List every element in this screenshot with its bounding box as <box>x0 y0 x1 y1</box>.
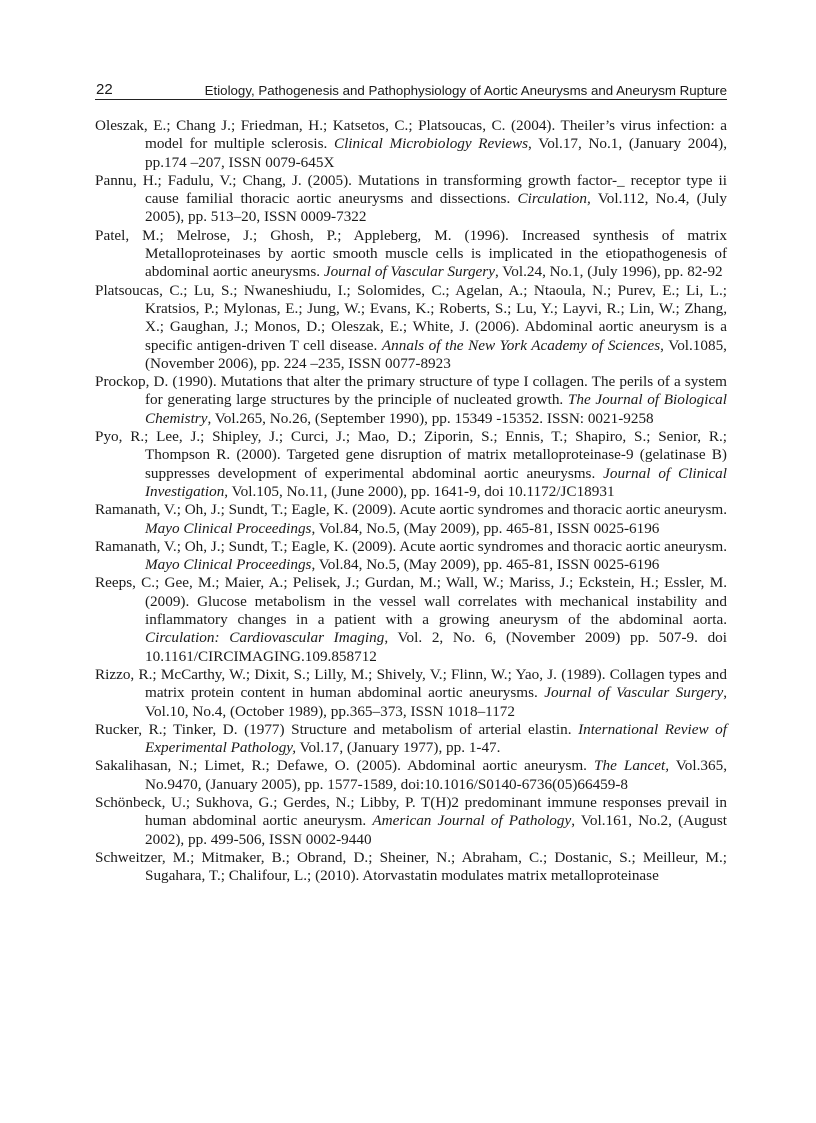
reference-details: , Vol.10, No.4, (October 1989), pp.365–373, ISSN 1018–1172 <box>145 684 727 720</box>
reference-details: , Vol.84, No.5, (May 2009), pp. 465-81, ISSN 0025-6196 <box>311 556 660 574</box>
reference-entry <box>95 721 727 758</box>
reference-details: , Vol.161, No.2, (August 2002), pp. 499-506, ISSN 0002-9440 <box>145 812 728 848</box>
journal-title: Circulation: Cardiovascular Imaging <box>145 629 385 647</box>
reference-text: Platsoucas, C.; Lu, S.; Nwaneshiudu, I.; Solomides, C.; Agelan, A.; Ntaoula, N.; Purev, E.; Li, L.; Kratsios, P.; Mylonas, E.; Jung, W.; Evans, K.; Roberts, S.; Lu, Y.; Layvi, R.; Lin, W.; Zhang, X.; Gaughan, J.; Monos, D.; Oleszak, E.; White, J. (2006). Abdominal aortic aneurysm is a specific antigen-driven T cell disease. <box>95 281 727 354</box>
reference-details: Vol.17, (January 1977), pp. 1-47. <box>296 739 501 757</box>
reference-entry <box>95 666 727 721</box>
reference-text: Sakalihasan, N.; Limet, R.; Defawe, O. (2005). Abdominal aortic aneurysm. <box>95 757 595 775</box>
reference-text: Pannu, H.; Fadulu, V.; Chang, J. (2005). Mutations in transforming growth factor-_ receptor type ii cause familial thoracic aortic aneurysms and dissections. <box>95 171 727 208</box>
journal-title: The Journal of Biological Chemistry <box>145 391 727 427</box>
reference-list <box>95 117 727 885</box>
reference-text: Patel, M.; Melrose, J.; Ghosh, P.; Appleberg, M. (1996). Increased synthesis of matrix Metalloproteinases by aortic smooth muscle cells is implicated in the etiopathogenesis of abdominal aortic aneurysms. <box>95 226 727 281</box>
journal-title: Journal of Vascular Surgery <box>323 263 495 281</box>
reference-entry <box>95 794 727 849</box>
journal-title: International Review of Experimental Pathology, <box>145 720 727 757</box>
reference-entry <box>95 117 727 172</box>
reference-entry <box>95 501 727 538</box>
reference-entry <box>95 849 727 886</box>
reference-text: Ramanath, V.; Oh, J.; Sundt, T.; Eagle, K. (2009). Acute aortic syndromes and thoracic aortic aneurysm. <box>95 501 727 519</box>
reference-text: Reeps, C.; Gee, M.; Maier, A.; Pelisek, J.; Gurdan, M.; Wall, W.; Mariss, J.; Eckstein, H.; Essler, M. (2009). Glucose metabolism in the vessel wall correlates with mechanical instability and inflammatory changes in a patient with a growing aneurysm of the abdominal aorta. <box>95 574 727 629</box>
journal-title: Mayo Clinical Proceedings <box>145 519 312 537</box>
reference-details: , Vol. 2, No. 6, (November 2009) pp. 507-9. doi 10.1161/CIRCIMAGING.109.858712 <box>145 629 727 665</box>
reference-text: Ramanath, V.; Oh, J.; Sundt, T.; Eagle, K. (2009). Acute aortic syndromes and thoracic aortic aneurysm. <box>95 537 727 555</box>
page-header <box>95 79 727 100</box>
reference-text: Prockop, D. (1990). Mutations that alter the primary structure of type I collagen. The perils of a system for generating large structures by the principle of nucleated growth. <box>95 373 727 409</box>
reference-text: Oleszak, E.; Chang J.; Friedman, H.; Katsetos, C.; Platsoucas, C. (2004). Theiler’s virus infection: a model for multiple sclerosis. <box>95 117 727 153</box>
reference-entry <box>95 757 727 794</box>
reference-text: Schweitzer, M.; Mitmaker, B.; Obrand, D.; Sheiner, N.; Abraham, C.; Dostanic, S.; Meilleur, M.; Sugahara, T.; Chalifour, L.; (2010). Atorvastatin modulates matrix metalloproteinase <box>95 848 727 885</box>
journal-title: Mayo Clinical Proceedings <box>145 556 312 574</box>
reference-text: Schönbeck, U.; Sukhova, G.; Gerdes, N.; Libby, P. T(H)2 predominant immune responses prevail in human abdominal aortic aneurysm. <box>95 793 727 830</box>
reference-entry <box>95 574 727 665</box>
reference-entry <box>95 282 727 373</box>
reference-details: Vol.365, No.9470, (January 2005), pp. 1577-1589, doi:10.1016/S0140-6736(05)66459-8 <box>145 757 727 793</box>
reference-entry <box>95 227 727 282</box>
journal-title: The Lancet, <box>594 757 670 775</box>
reference-text: Pyo, R.; Lee, J.; Shipley, J.; Curci, J.; Mao, D.; Ziporin, S.; Ennis, T.; Shapiro, S.; Senior, R.; Thompson R. (2000). Targeted gene disruption of matrix metalloproteinase-9 (gelatinase B) suppresses development of experimental abdominal aortic aneurysms. <box>95 428 727 482</box>
journal-title: Circulation <box>517 190 587 208</box>
journal-title: Journal of Clinical Investigation <box>145 464 727 500</box>
reference-entry <box>95 172 727 227</box>
journal-title: Annals of the New York Academy of Sciences <box>381 336 661 354</box>
reference-entry <box>95 428 727 501</box>
reference-text: Rucker, R.; Tinker, D. (1977) Structure and metabolism of arterial elastin. <box>95 720 579 738</box>
journal-title: Clinical Microbiology Reviews <box>333 135 529 153</box>
reference-details: , Vol.24, No.1, (July 1996), pp. 82-92 <box>494 263 723 281</box>
reference-entry <box>95 373 727 428</box>
running-title: Etiology, Pathogenesis and Pathophysiology of Aortic Aneurysms and Aneurysm Rupture <box>204 83 727 98</box>
reference-details: , Vol.1085, (November 2006), pp. 224 –235, ISSN 0077-8923 <box>145 336 727 372</box>
reference-entry <box>95 538 727 575</box>
journal-title: American Journal of Pathology <box>372 812 572 830</box>
reference-details: , Vol.265, No.26, (September 1990), pp. 15349 -15352. ISSN: 0021-9258 <box>207 409 654 427</box>
reference-details: , Vol.105, No.11, (June 2000), pp. 1641-9, doi 10.1172/JC18931 <box>224 482 615 500</box>
reference-details: , Vol.112, No.4, (July 2005), pp. 513–20, ISSN 0009-7322 <box>145 190 727 226</box>
journal-title: Journal of Vascular Surgery <box>544 684 724 702</box>
reference-details: , Vol.84, No.5, (May 2009), pp. 465-81, ISSN 0025-6196 <box>311 519 660 537</box>
reference-text: Rizzo, R.; McCarthy, W.; Dixit, S.; Lilly, M.; Shively, V.; Flinn, W.; Yao, J. (1989). Collagen types and matrix protein content in human abdominal aortic aneurysms. <box>95 665 727 702</box>
page-number: 22 <box>96 81 113 98</box>
reference-details: , Vol.17, No.1, (January 2004), pp.174 –207, ISSN 0079-645X <box>145 135 727 171</box>
